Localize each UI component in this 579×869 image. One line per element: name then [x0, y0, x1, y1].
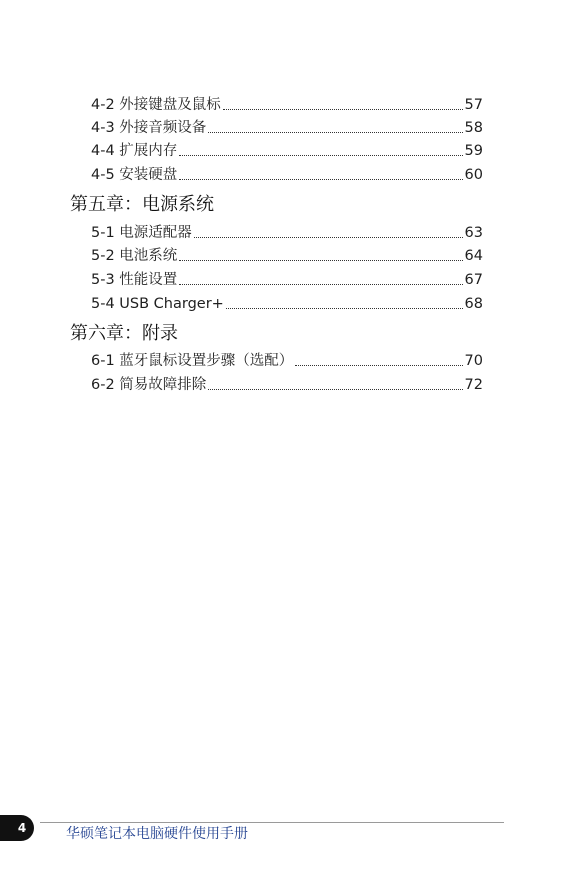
toc-entry[interactable] — [91, 165, 483, 185]
toc-entry-page: 64 — [464, 248, 483, 264]
toc-entry-label: 5-1 电源适配器 — [91, 225, 192, 241]
toc-entry[interactable] — [91, 95, 483, 115]
dot-leader — [226, 307, 463, 309]
dot-leader — [295, 364, 462, 366]
toc-entry-label: 4-4 扩展内存 — [91, 143, 178, 159]
toc-entry-page: 59 — [464, 143, 483, 159]
toc-entry-page: 58 — [464, 120, 483, 136]
toc-entry-label: 4-3 外接音频设备 — [91, 120, 207, 136]
toc-entry-page: 72 — [464, 377, 483, 393]
dot-leader — [194, 236, 463, 238]
toc-entry[interactable] — [91, 270, 483, 290]
footer-title: 华硕笔记本电脑硬件使用手册 — [66, 826, 248, 842]
toc-entry[interactable] — [91, 294, 483, 314]
dot-leader — [223, 108, 463, 110]
toc-entry-label: 6-1 蓝牙鼠标设置步骤（选配） — [91, 353, 294, 369]
dot-leader — [208, 388, 462, 390]
toc-entry-label: 4-5 安装硬盘 — [91, 167, 178, 183]
toc-entry-label: 5-4 USB Charger+ — [91, 296, 224, 312]
toc-entry-page: 67 — [464, 272, 483, 288]
dot-leader — [179, 154, 462, 156]
dot-leader — [179, 178, 462, 180]
toc-entry-page: 70 — [464, 353, 483, 369]
chapter-heading: 第六章：附录 — [70, 323, 178, 344]
dot-leader — [179, 259, 462, 261]
toc-entry-label: 4-2 外接键盘及鼠标 — [91, 97, 221, 113]
toc-entry[interactable] — [91, 246, 483, 266]
toc-entry-page: 63 — [464, 225, 483, 241]
toc-entry[interactable] — [91, 223, 483, 243]
toc-entry[interactable] — [91, 351, 483, 371]
page-number: 4 — [17, 821, 27, 835]
toc-entry-label: 5-3 性能设置 — [91, 272, 178, 288]
toc-entry-page: 68 — [464, 296, 483, 312]
toc-entry-page: 60 — [464, 167, 483, 183]
dot-leader — [179, 283, 462, 285]
dot-leader — [208, 131, 462, 133]
toc-entry-page: 57 — [464, 97, 483, 113]
chapter-heading: 第五章：电源系统 — [70, 194, 214, 215]
toc-entry[interactable] — [91, 375, 483, 395]
toc-entry-label: 5-2 电池系统 — [91, 248, 178, 264]
toc-entry[interactable] — [91, 141, 483, 161]
toc-entry-label: 6-2 简易故障排除 — [91, 377, 207, 393]
toc-entry[interactable] — [91, 118, 483, 138]
